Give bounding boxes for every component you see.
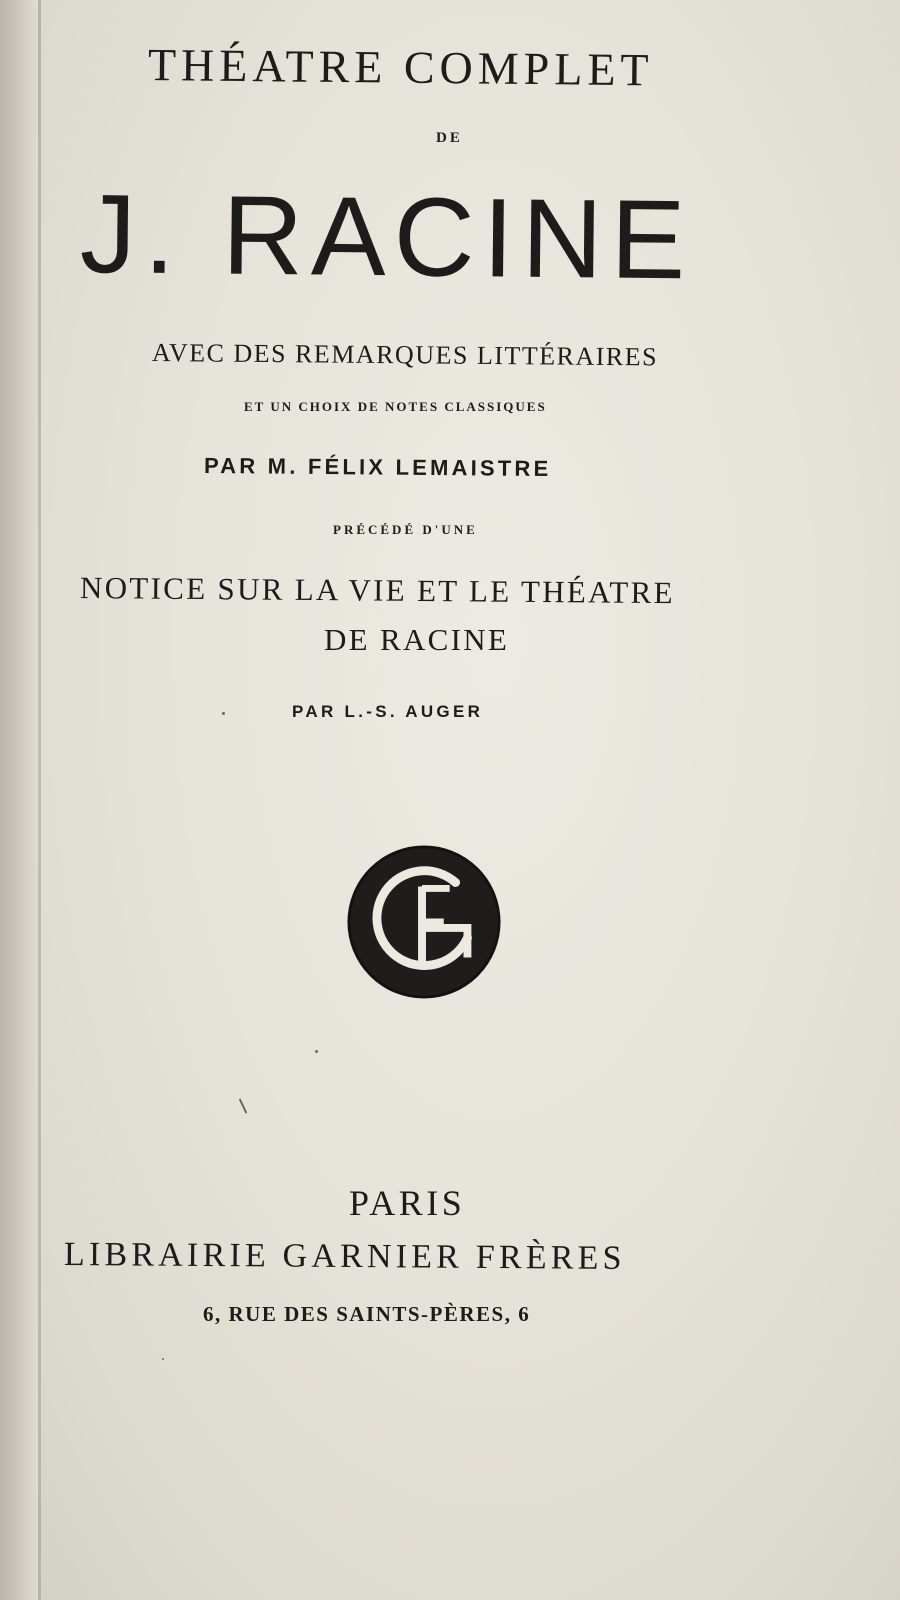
imprint-publisher: LIBRAIRIE GARNIER FRÈRES [63,1236,626,1277]
paper-speck [239,1098,248,1113]
paper-speck [222,712,225,715]
page-edge-shadow [38,0,41,1600]
publisher-monogram-icon [345,843,503,1001]
title-connector: DE [436,130,463,146]
notice-title-line-2: DE RACINE [324,622,510,657]
preceded-by: PRÉCÉDÉ D'UNE [333,522,478,537]
binding-gutter [0,0,38,1600]
editor-credit: PAR M. FÉLIX LEMAISTRE [203,453,552,482]
paper-speck [162,1358,164,1360]
notice-title-line-1: NOTICE SUR LA VIE ET LE THÉATRE [79,570,675,611]
notice-author-credit: PAR L.-S. AUGER [292,702,484,721]
paper-speck [315,1050,318,1053]
subtitle-remarques: AVEC DES REMARQUES LITTÉRAIRES [151,338,659,372]
subtitle-notes: ET UN CHOIX DE NOTES CLASSIQUES [244,399,547,414]
work-title: THÉATRE COMPLET [147,39,654,96]
author-name: J. RACINE [79,171,695,303]
imprint-city: PARIS [349,1183,466,1223]
imprint-address: 6, RUE DES SAINTS-PÈRES, 6 [203,1302,531,1326]
